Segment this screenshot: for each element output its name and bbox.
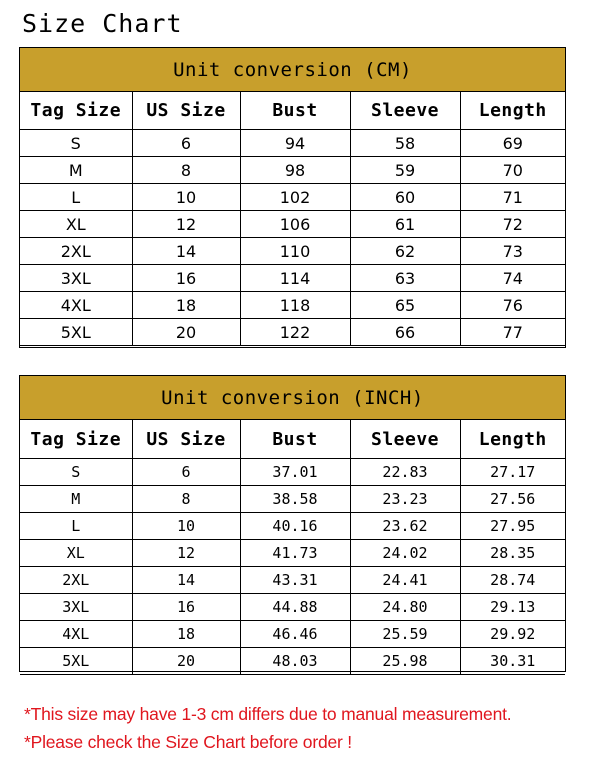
cell-us-size: 10 <box>132 184 240 211</box>
size-table <box>20 92 565 346</box>
header-row <box>20 420 565 459</box>
cell-tag-size: M <box>20 486 132 513</box>
table-row <box>20 319 565 346</box>
cell-us-size: 8 <box>132 486 240 513</box>
cell-sleeve: 24.02 <box>350 540 460 567</box>
cell-sleeve: 66 <box>350 319 460 346</box>
cell-bust: 43.31 <box>240 567 350 594</box>
header-tag-size: Tag Size <box>20 92 132 130</box>
table-row <box>20 184 565 211</box>
cell-bust: 40.16 <box>240 513 350 540</box>
cell-bust: 122 <box>240 319 350 346</box>
cell-tag-size: L <box>20 184 132 211</box>
cell-length: 27.95 <box>460 513 565 540</box>
cell-tag-size: S <box>20 130 132 157</box>
table-row <box>20 621 565 648</box>
table-row <box>20 265 565 292</box>
size-table <box>20 420 565 675</box>
table-caption: Unit conversion (INCH) <box>20 376 565 420</box>
table-row <box>20 157 565 184</box>
header-length: Length <box>460 420 565 459</box>
table-row <box>20 130 565 157</box>
cell-length: 76 <box>460 292 565 319</box>
cell-us-size: 14 <box>132 238 240 265</box>
cell-us-size: 20 <box>132 319 240 346</box>
cell-tag-size: 4XL <box>20 621 132 648</box>
cell-sleeve: 61 <box>350 211 460 238</box>
cell-sleeve: 62 <box>350 238 460 265</box>
cell-length: 74 <box>460 265 565 292</box>
cell-tag-size: S <box>20 459 132 486</box>
header-bust: Bust <box>240 420 350 459</box>
cell-length: 70 <box>460 157 565 184</box>
header-length: Length <box>460 92 565 130</box>
cell-sleeve: 25.59 <box>350 621 460 648</box>
header-sleeve: Sleeve <box>350 92 460 130</box>
cell-tag-size: 4XL <box>20 292 132 319</box>
cell-bust: 44.88 <box>240 594 350 621</box>
cell-tag-size: XL <box>20 540 132 567</box>
note-measurement: *This size may have 1-3 cm differs due to manual measurement. <box>24 704 512 724</box>
header-tag-size: Tag Size <box>20 420 132 459</box>
table-caption: Unit conversion (CM) <box>20 48 565 92</box>
size-table-cm <box>19 47 566 348</box>
table-body <box>20 459 565 675</box>
table-row <box>20 594 565 621</box>
cell-bust: 106 <box>240 211 350 238</box>
cell-length: 28.74 <box>460 567 565 594</box>
table-row <box>20 648 565 675</box>
cell-length: 72 <box>460 211 565 238</box>
cell-sleeve: 23.62 <box>350 513 460 540</box>
cell-bust: 98 <box>240 157 350 184</box>
cell-us-size: 16 <box>132 594 240 621</box>
cell-length: 27.56 <box>460 486 565 513</box>
table-row <box>20 540 565 567</box>
table-row <box>20 238 565 265</box>
cell-length: 27.17 <box>460 459 565 486</box>
header-row <box>20 92 565 130</box>
table-row <box>20 486 565 513</box>
cell-tag-size: 3XL <box>20 265 132 292</box>
cell-us-size: 8 <box>132 157 240 184</box>
table-row <box>20 459 565 486</box>
header-us-size: US Size <box>132 92 240 130</box>
cell-tag-size: 5XL <box>20 319 132 346</box>
cell-sleeve: 23.23 <box>350 486 460 513</box>
cell-length: 73 <box>460 238 565 265</box>
header-sleeve: Sleeve <box>350 420 460 459</box>
cell-sleeve: 59 <box>350 157 460 184</box>
cell-bust: 94 <box>240 130 350 157</box>
cell-bust: 48.03 <box>240 648 350 675</box>
cell-sleeve: 22.83 <box>350 459 460 486</box>
header-us-size: US Size <box>132 420 240 459</box>
cell-us-size: 6 <box>132 459 240 486</box>
cell-us-size: 10 <box>132 513 240 540</box>
cell-us-size: 14 <box>132 567 240 594</box>
cell-tag-size: XL <box>20 211 132 238</box>
cell-length: 28.35 <box>460 540 565 567</box>
cell-bust: 37.01 <box>240 459 350 486</box>
cell-length: 30.31 <box>460 648 565 675</box>
cell-sleeve: 25.98 <box>350 648 460 675</box>
cell-us-size: 12 <box>132 211 240 238</box>
cell-tag-size: 2XL <box>20 567 132 594</box>
cell-bust: 41.73 <box>240 540 350 567</box>
cell-length: 29.92 <box>460 621 565 648</box>
cell-tag-size: 3XL <box>20 594 132 621</box>
cell-length: 29.13 <box>460 594 565 621</box>
cell-us-size: 18 <box>132 621 240 648</box>
cell-tag-size: L <box>20 513 132 540</box>
cell-tag-size: 2XL <box>20 238 132 265</box>
cell-bust: 118 <box>240 292 350 319</box>
table-row <box>20 513 565 540</box>
cell-us-size: 20 <box>132 648 240 675</box>
cell-tag-size: M <box>20 157 132 184</box>
cell-length: 77 <box>460 319 565 346</box>
cell-us-size: 16 <box>132 265 240 292</box>
table-row <box>20 567 565 594</box>
cell-sleeve: 60 <box>350 184 460 211</box>
cell-bust: 38.58 <box>240 486 350 513</box>
cell-us-size: 18 <box>132 292 240 319</box>
cell-sleeve: 63 <box>350 265 460 292</box>
cell-sleeve: 65 <box>350 292 460 319</box>
header-bust: Bust <box>240 92 350 130</box>
note-check-chart: *Please check the Size Chart before order ! <box>24 732 352 752</box>
cell-bust: 110 <box>240 238 350 265</box>
cell-bust: 46.46 <box>240 621 350 648</box>
cell-sleeve: 58 <box>350 130 460 157</box>
size-table-inch <box>19 375 566 672</box>
cell-sleeve: 24.80 <box>350 594 460 621</box>
table-row <box>20 211 565 238</box>
cell-tag-size: 5XL <box>20 648 132 675</box>
table-row <box>20 292 565 319</box>
size-notes <box>24 700 511 756</box>
cell-us-size: 12 <box>132 540 240 567</box>
cell-us-size: 6 <box>132 130 240 157</box>
cell-sleeve: 24.41 <box>350 567 460 594</box>
cell-bust: 114 <box>240 265 350 292</box>
cell-bust: 102 <box>240 184 350 211</box>
cell-length: 71 <box>460 184 565 211</box>
cell-length: 69 <box>460 130 565 157</box>
page-title: Size Chart <box>22 9 183 38</box>
table-body <box>20 130 565 346</box>
